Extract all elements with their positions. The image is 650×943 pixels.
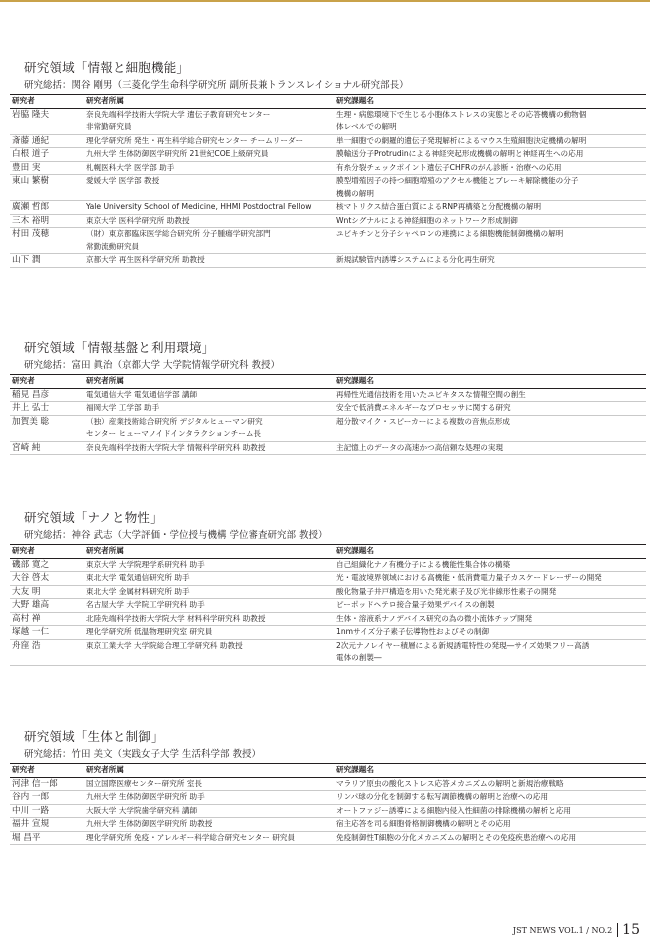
researcher-name: 大友 明 xyxy=(10,585,84,599)
research-topic: 核マトリクス結合蛋白質によるRNP再構築と分配機構の解明 xyxy=(334,201,646,215)
research-topic: マラリア原虫の酸化ストレス応答メカニズムの解明と新規治療戦略 xyxy=(334,777,646,791)
researcher-name: 宮崎 純 xyxy=(10,441,84,455)
section-nano xyxy=(10,510,646,666)
col-topic: 研究課題名 xyxy=(334,95,646,109)
col-topic: 研究課題名 xyxy=(334,545,646,559)
table-row xyxy=(10,599,646,613)
table-row xyxy=(10,777,646,791)
table-row xyxy=(10,108,646,134)
research-topic: 膜輸送分子Protrudinによる神経突起形成機構の解明と神経再生への応用 xyxy=(334,148,646,162)
researcher-name: 高村 禅 xyxy=(10,612,84,626)
researcher-affiliation: 理化学研究所 免疫・アレルギー科学総合研究センター 研究員 xyxy=(84,831,334,845)
research-topic: 主記憶上のデータの高速かつ高信頼な処理の実現 xyxy=(334,441,646,455)
research-topic: ピーポッドヘテロ接合量子効果デバイスの創製 xyxy=(334,599,646,613)
table-row xyxy=(10,228,646,254)
table-row xyxy=(10,175,646,201)
researcher-affiliation: 九州大学 生体防御医学研究所 助教授 xyxy=(84,818,334,832)
footer-divider xyxy=(617,923,618,937)
section-info-infra xyxy=(10,340,646,455)
section-info-cell xyxy=(10,60,646,268)
research-topic: 単一細胞での網羅的遺伝子発現解析によるマウス生殖細胞決定機構の解明 xyxy=(334,134,646,148)
section-title: 研究領域「情報基盤と利用環境」 xyxy=(24,340,215,355)
researcher-affiliation: 愛媛大学 医学部 教授 xyxy=(84,175,334,201)
table-row xyxy=(10,161,646,175)
researcher-affiliation: 奈良先端科学技術大学院大学 遺伝子教育研究センター 非常勤研究員 xyxy=(84,108,334,134)
table-row xyxy=(10,388,646,402)
researcher-affiliation: 理化学研究所 発生・再生科学総合研究センター チームリーダー xyxy=(84,134,334,148)
researcher-affiliation: （独）産業技術総合研究所 デジタルヒューマン研究 センター ヒューマノイドインタラクションチーム長 xyxy=(84,415,334,441)
research-topic: ユビキチンと分子シャペロンの連携による細胞機能制御機構の解明 xyxy=(334,228,646,254)
section-supervisor: 研究総括：神谷 武志（大学評価・学位授与機構 学位審査研究部 教授） xyxy=(24,530,328,541)
researcher-name: 斎藤 通紀 xyxy=(10,134,84,148)
table-row xyxy=(10,818,646,832)
table-row xyxy=(10,441,646,455)
research-topic: 1nmサイズ分子素子伝導物性およびその制御 xyxy=(334,626,646,640)
table-row xyxy=(10,831,646,845)
researcher-affiliation: 理化学研究所 低温物理研究室 研究員 xyxy=(84,626,334,640)
researcher-name: 塚越 一仁 xyxy=(10,626,84,640)
page-footer xyxy=(513,922,640,938)
research-topic: 宿主応答を司る細胞骨格制御機構の解明とその応用 xyxy=(334,818,646,832)
research-topic: 生理・病態環境下で生じる小胞体ストレスの実態とその応答機構の動物個 体レベルでの解明 xyxy=(334,108,646,134)
researcher-name: 大谷 啓太 xyxy=(10,572,84,586)
researcher-affiliation: 東北大学 金属材料研究所 助手 xyxy=(84,585,334,599)
researcher-name: 河津 信一郎 xyxy=(10,777,84,791)
researcher-name: 豊田 実 xyxy=(10,161,84,175)
researcher-table xyxy=(10,94,646,268)
table-row xyxy=(10,148,646,162)
col-researcher: 研究者 xyxy=(10,95,84,109)
researcher-name: 中川 一路 xyxy=(10,804,84,818)
table-row xyxy=(10,626,646,640)
research-topic: 新規試験管内誘導システムによる分化再生研究 xyxy=(334,254,646,268)
section-supervisor: 研究総括：竹田 美文（実践女子大学 生活科学部 教授） xyxy=(24,749,262,760)
researcher-name: 福井 宣規 xyxy=(10,818,84,832)
researcher-affiliation: 九州大学 生体防御医学研究所 21世紀COE上級研究員 xyxy=(84,148,334,162)
table-header xyxy=(10,764,646,778)
table-header xyxy=(10,375,646,389)
research-topic: 酸化物量子井戸構造を用いた発光素子及び光非線形性素子の開発 xyxy=(334,585,646,599)
researcher-affiliation: 電気通信大学 電気通信学部 講師 xyxy=(84,388,334,402)
researcher-name: 村田 茂穂 xyxy=(10,228,84,254)
col-affiliation: 研究者所属 xyxy=(84,375,334,389)
research-topic: 免疫制御性T細胞の分化メカニズムの解明とその免疫疾患治療への応用 xyxy=(334,831,646,845)
researcher-affiliation: 大阪大学 大学院歯学研究科 講師 xyxy=(84,804,334,818)
research-topic: 光・電波境界領域における高機能・低消費電力量子カスケードレーザーの開発 xyxy=(334,572,646,586)
col-affiliation: 研究者所属 xyxy=(84,95,334,109)
researcher-name: 谷内 一郎 xyxy=(10,791,84,805)
researcher-name: 加賀美 聡 xyxy=(10,415,84,441)
col-researcher: 研究者 xyxy=(10,375,84,389)
researcher-name: 山下 潤 xyxy=(10,254,84,268)
section-title: 研究領域「生体と制御」 xyxy=(24,729,164,744)
table-row xyxy=(10,791,646,805)
col-affiliation: 研究者所属 xyxy=(84,545,334,559)
top-rule xyxy=(0,0,650,2)
research-topic: 膜型増殖因子の持つ細胞増殖のアクセル機能とブレーキ解除機能の分子 機構の解明 xyxy=(334,175,646,201)
researcher-name: 東山 繁樹 xyxy=(10,175,84,201)
research-topic: 超分散マイク・スピーカーによる複数の音焦点形成 xyxy=(334,415,646,441)
table-row xyxy=(10,134,646,148)
col-topic: 研究課題名 xyxy=(334,375,646,389)
researcher-name: 岩脇 隆夫 xyxy=(10,108,84,134)
researcher-affiliation: 東北大学 電気通信研究所 助手 xyxy=(84,572,334,586)
table-row xyxy=(10,201,646,215)
research-topic: 有糸分裂チェックポイント遺伝子CHFRのがん診断・治療への応用 xyxy=(334,161,646,175)
publication-name: JST NEWS VOL.1 / NO.2 xyxy=(512,925,613,935)
research-topic: 安全で低消費エネルギーなプロセッサに関する研究 xyxy=(334,402,646,416)
col-researcher: 研究者 xyxy=(10,545,84,559)
researcher-affiliation: 京都大学 再生医科学研究所 助教授 xyxy=(84,254,334,268)
researcher-affiliation: 国立国際医療センター研究所 室長 xyxy=(84,777,334,791)
researcher-name: 三木 裕明 xyxy=(10,214,84,228)
section-bio-control xyxy=(10,729,646,845)
table-row xyxy=(10,254,646,268)
research-topic: 生体・溶液系ナノデバイス研究の為の微小流体チップ開発 xyxy=(334,612,646,626)
table-row xyxy=(10,585,646,599)
page-number: 15 xyxy=(622,922,640,938)
col-researcher: 研究者 xyxy=(10,764,84,778)
section-title: 研究領域「情報と細胞機能」 xyxy=(24,60,190,75)
researcher-name: 稲見 昌彦 xyxy=(10,388,84,402)
researcher-affiliation: 東京大学 大学院理学系研究科 助手 xyxy=(84,558,334,572)
researcher-table xyxy=(10,544,646,666)
researcher-name: 井上 弘士 xyxy=(10,402,84,416)
researcher-affiliation: Yale University School of Medicine, HHMI Postdoctral Fellow xyxy=(84,201,334,215)
researcher-affiliation: 札幌医科大学 医学部 助手 xyxy=(84,161,334,175)
researcher-name: 堀 昌平 xyxy=(10,831,84,845)
researcher-affiliation: 福岡大学 工学部 助手 xyxy=(84,402,334,416)
col-topic: 研究課題名 xyxy=(334,764,646,778)
table-row xyxy=(10,612,646,626)
section-supervisor: 研究総括：富田 眞治（京都大学 大学院情報学研究科 教授） xyxy=(24,360,281,371)
table-row xyxy=(10,572,646,586)
table-row xyxy=(10,804,646,818)
research-topic: 2次元ナノレイヤー積層による新規誘電特性の発現―サイズ効果フリー高誘 電体の創製― xyxy=(334,639,646,665)
researcher-affiliation: 奈良先端科学技術大学院大学 情報科学研究科 助教授 xyxy=(84,441,334,455)
researcher-affiliation: 九州大学 生体防御医学研究所 助手 xyxy=(84,791,334,805)
section-supervisor: 研究総括：関谷 剛男（三菱化学生命科学研究所 副所長兼トランスレイショナル研究部長） xyxy=(24,80,409,91)
research-topic: リンパ球の分化を制御する転写調節機構の解明と治療への応用 xyxy=(334,791,646,805)
researcher-table xyxy=(10,374,646,455)
table-header xyxy=(10,95,646,109)
research-topic: オートファジー誘導による細胞内侵入性細菌の排除機構の解析と応用 xyxy=(334,804,646,818)
researcher-affiliation: 北陸先端科学技術大学院大学 材料科学研究科 助教授 xyxy=(84,612,334,626)
table-row xyxy=(10,639,646,665)
table-row xyxy=(10,415,646,441)
researcher-affiliation: 東京工業大学 大学院総合理工学研究科 助教授 xyxy=(84,639,334,665)
section-title: 研究領域「ナノと物性」 xyxy=(24,510,163,525)
researcher-name: 廣瀬 哲郎 xyxy=(10,201,84,215)
col-affiliation: 研究者所属 xyxy=(84,764,334,778)
researcher-name: 白根 道子 xyxy=(10,148,84,162)
research-topic: Wntシグナルによる神経細胞のネットワーク形成制御 xyxy=(334,214,646,228)
research-topic: 再帰性光通信技術を用いたユビキタスな情報空間の創生 xyxy=(334,388,646,402)
researcher-affiliation: 東京大学 医科学研究所 助教授 xyxy=(84,214,334,228)
table-header xyxy=(10,545,646,559)
researcher-name: 磯部 寛之 xyxy=(10,558,84,572)
table-row xyxy=(10,402,646,416)
research-topic: 自己組織化ナノ有機分子による機能性集合体の構築 xyxy=(334,558,646,572)
table-row xyxy=(10,558,646,572)
researcher-name: 舟窪 浩 xyxy=(10,639,84,665)
researcher-table xyxy=(10,763,646,845)
researcher-name: 大野 雄高 xyxy=(10,599,84,613)
table-row xyxy=(10,214,646,228)
researcher-affiliation: （財）東京都臨床医学総合研究所 分子腫瘍学研究部門 常勤流動研究員 xyxy=(84,228,334,254)
researcher-affiliation: 名古屋大学 大学院工学研究科 助手 xyxy=(84,599,334,613)
